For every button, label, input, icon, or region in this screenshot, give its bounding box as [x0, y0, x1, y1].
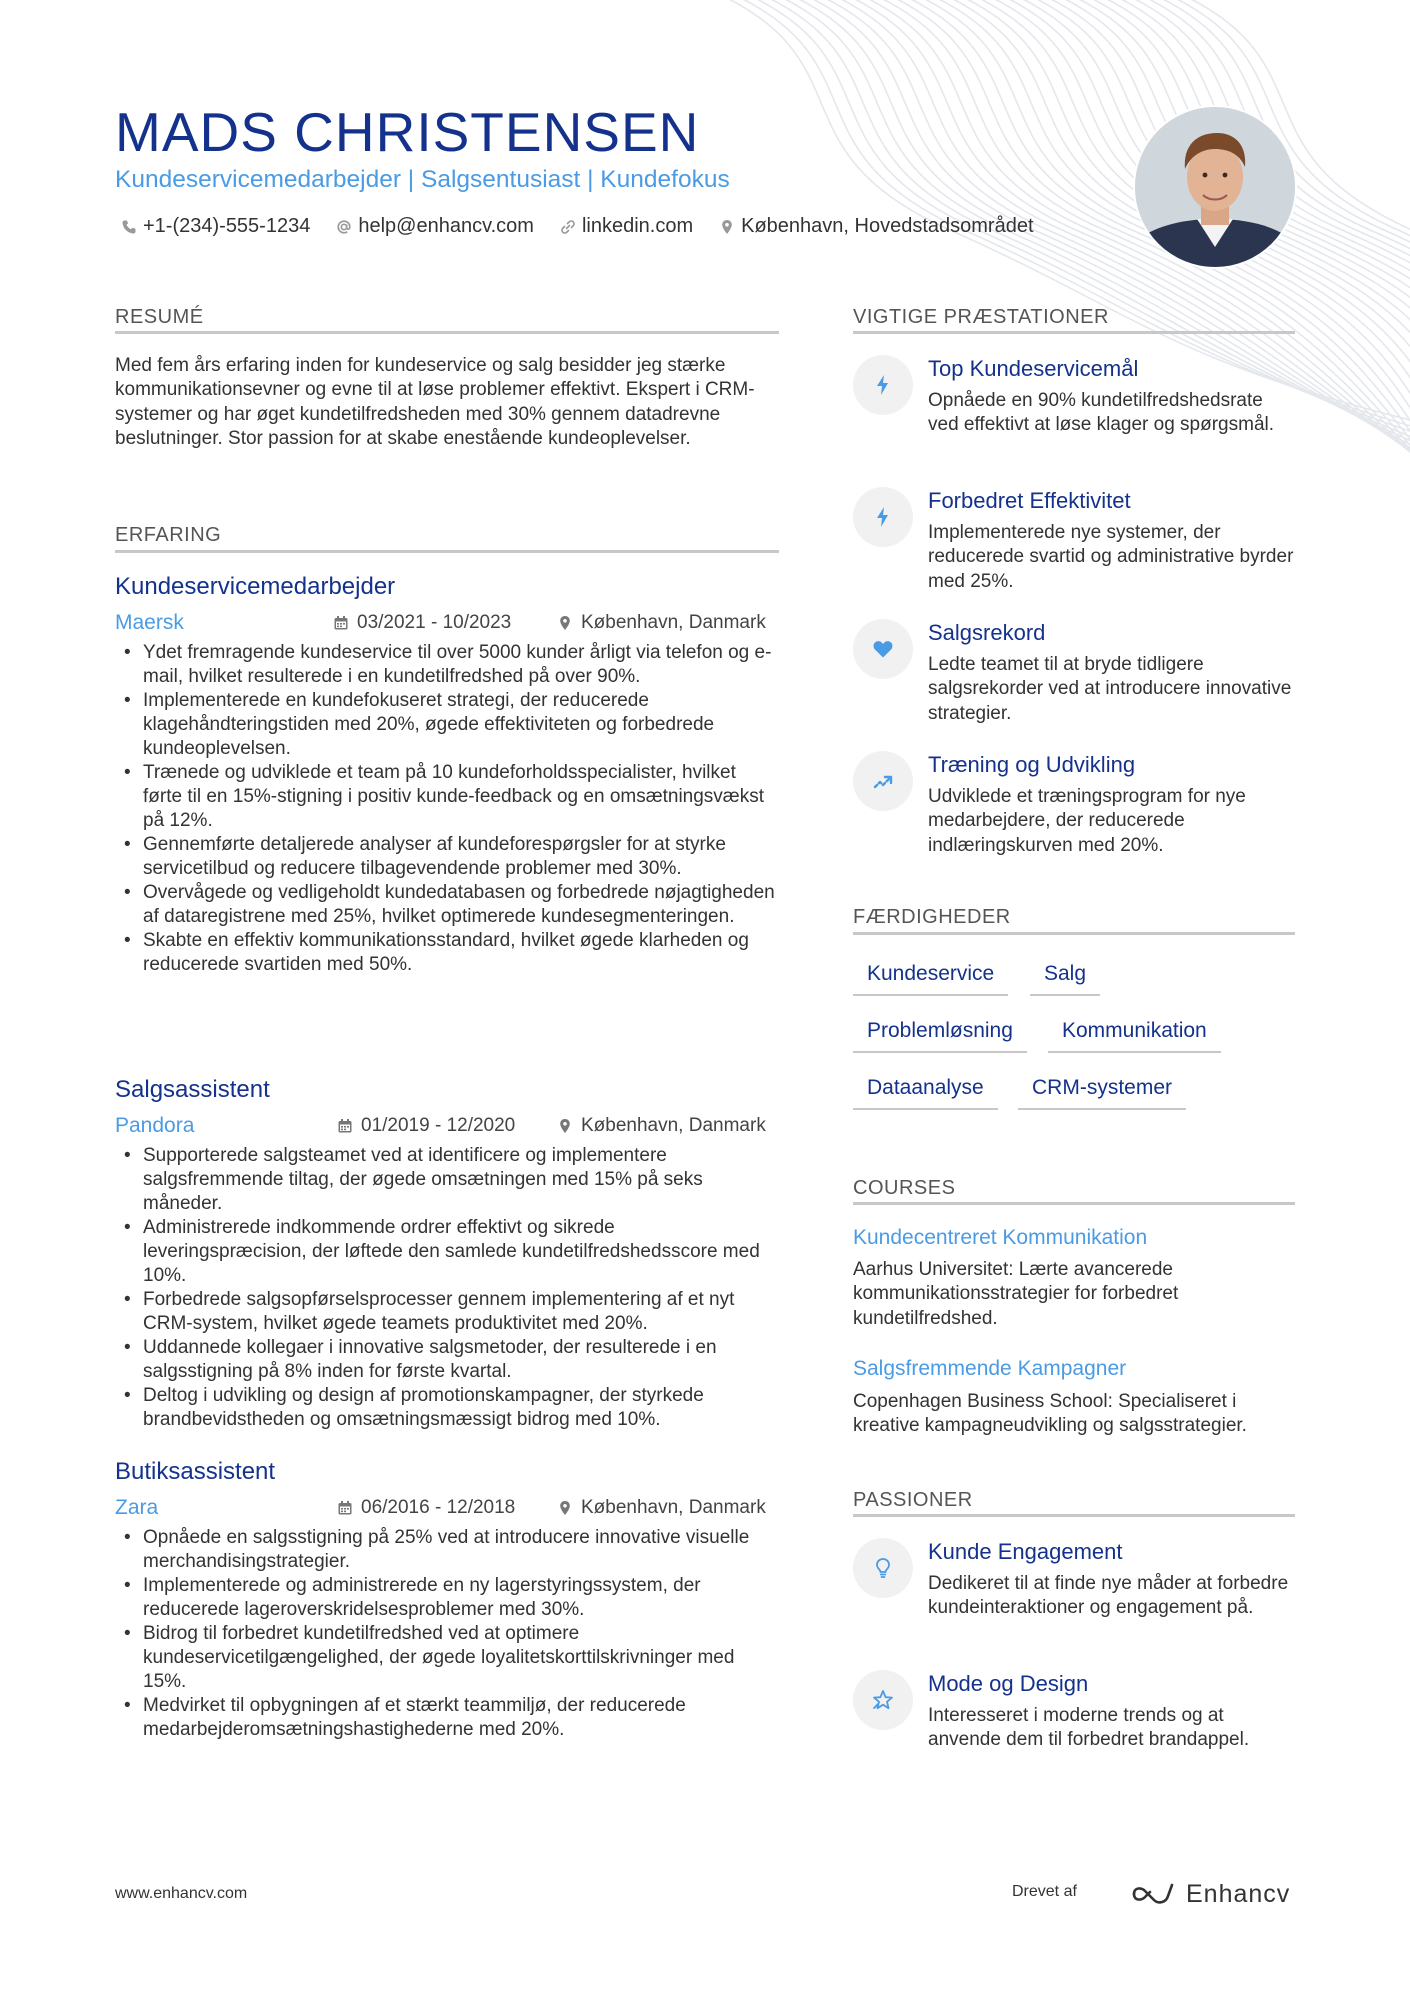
profile-photo: [1133, 105, 1297, 269]
candidate-name: MADS CHRISTENSEN: [115, 101, 700, 163]
list-item: • Deltog i udvikling og design af promotionskampagner, der styrkede brandbevidstheden og omsætningsmæssigt bidrog med 10%.: [115, 1384, 779, 1432]
list-item: • Overvågede og vedligeholdt kundedatabasen og forbedrede nøjagtigheden af dataregistrene med 25%, hvilket optimerede kundesegmenteringen.: [115, 881, 779, 929]
footer-url[interactable]: www.enhancv.com: [115, 1885, 248, 1902]
passion-title-2: Mode og Design: [928, 1671, 1089, 1696]
achievement-desc-1: Opnåede en 90% kundetilfredshedsrate ved effektivt at løse klager og spørgsmål.: [928, 390, 1275, 436]
candidate-tagline: Kundeservicemedarbejder | Salgsentusiast | Kundefokus: [115, 166, 730, 193]
growth-arrow-icon: [871, 769, 895, 793]
lightbulb-icon: [871, 1556, 895, 1580]
location-pin-icon: [557, 615, 573, 631]
achievement-icon-1: [853, 355, 913, 415]
job-title-2: Salgsassistent: [115, 1076, 270, 1103]
passions-section-title: PASSIONER: [853, 1489, 973, 1511]
contact-email[interactable]: [336, 215, 534, 238]
job-location-2: [557, 1115, 766, 1137]
passion-icon-1: [853, 1538, 913, 1598]
achievement-desc-2: Implementerede nye systemer, der reducerede svartid og administrative byrder med 25%.: [928, 522, 1294, 592]
achievement-desc-4: Udviklede et træningsprogram for nye medarbejdere, der reducerede indlæringskurven med 20%.: [928, 786, 1246, 856]
wave-line: [920, 0, 1410, 525]
passion-desc-2: Interesseret i moderne trends og at anvende dem til forbedret brandappel.: [928, 1705, 1250, 1751]
job-company-1: Maersk: [115, 611, 184, 634]
wave-line: [976, 0, 1410, 553]
job-location-1-text: København, Danmark: [581, 612, 766, 633]
contact-linkedin-text: linkedin.com: [581, 215, 694, 237]
job-dates-1-text: 03/2021 - 10/2023: [357, 612, 512, 633]
skill-tag-6: CRM-systemer: [1018, 1076, 1186, 1110]
lightning-bolt-icon: [871, 373, 895, 397]
star-icon: [871, 1688, 895, 1712]
contact-phone[interactable]: [121, 215, 310, 238]
job-bullets-1: [115, 641, 779, 977]
achievement-desc-3: Ledte teamet til at bryde tidligere salgsrekorder ved at introducere innovative strategier.: [928, 654, 1292, 724]
achievements-section-rule: [853, 331, 1295, 334]
profile-photo-illustration: [1135, 107, 1295, 267]
contact-location-text: København, Hovedstadsområdet: [741, 215, 1034, 237]
job-dates-3: [337, 1497, 515, 1519]
enhancv-logo-icon: [1130, 1881, 1178, 1907]
list-item: • Bidrog til forbedret kundetilfredshed ved at optimere kundeservicetilgængelighed, der øgede loyalitetskorttilskrivninger med 15%.: [115, 1622, 779, 1694]
list-item: • Implementerede og administrerede en ny lagerstyringssystem, der reducerede lageroverskridelsesproblemer med 30%.: [115, 1574, 779, 1622]
contact-linkedin[interactable]: [560, 215, 693, 238]
achievement-title-1: Top Kundeservicemål: [928, 356, 1139, 381]
list-item: • Uddannede kollegaer i innovative salgsmetoder, der resulterede i en salgsstigning på 8% inden for første kvartal.: [115, 1336, 779, 1384]
list-item: • Supporterede salgsteamet ved at identificere og implementere salgsfremmende tiltag, der øgede omsætningen med 15% på seks måneder.: [115, 1144, 779, 1216]
wave-line: [934, 0, 1410, 532]
course-desc-1: Aarhus Universitet: Lærte avancerede kommunikationsstrategier for forbedret kundetilfredshed.: [853, 1259, 1179, 1329]
job-title-3: Butiksassistent: [115, 1458, 276, 1485]
job-dates-2: [337, 1115, 515, 1137]
phone-icon: [121, 219, 137, 235]
job-bullets-3: [115, 1526, 779, 1742]
skill-tag-5: Dataanalyse: [853, 1076, 998, 1110]
contact-phone-text: +1-(234)-555-1234: [143, 215, 311, 237]
course-desc-2: Copenhagen Business School: Specialiseret i kreative kampagneudvikling og salgsstrategier.: [853, 1391, 1247, 1437]
list-item: • Skabte en effektiv kommunikationsstandard, hvilket øgede klarheden og reducerede svartiden med 50%.: [115, 929, 779, 977]
job-location-3-text: København, Danmark: [581, 1497, 766, 1518]
location-pin-icon: [557, 1500, 573, 1516]
contact-row: [121, 215, 1060, 238]
job-location-3: [557, 1497, 766, 1519]
job-dates-2-text: 01/2019 - 12/2020: [361, 1115, 516, 1136]
experience-section-rule: [115, 550, 779, 553]
resume-section-rule: [115, 331, 779, 334]
contact-email-text: help@enhancv.com: [358, 215, 534, 237]
list-item: • Trænede og udviklede et team på 10 kundeforholdsspecialister, hvilket førte til en 15%-stigning i positiv kunde-feedback og en omsætningsvækst på 12%.: [115, 761, 779, 833]
job-company-3: Zara: [115, 1496, 159, 1519]
location-pin-icon: [557, 1118, 573, 1134]
job-dates-1: [333, 612, 511, 634]
job-location-2-text: København, Danmark: [581, 1115, 766, 1136]
resume-summary: Med fem års erfaring inden for kundeservice og salg besidder jeg stærke kommunikationsevner og evne til at løse problemer effektivt. Ekspert i CRM-systemer og har øget kundetilfredsheden med 30% gennem datadrevne beslutninger. Stor passion for at skabe enestående kundeoplevelser.: [115, 355, 755, 449]
course-title-2: Salgsfremmende Kampagner: [853, 1357, 1127, 1380]
passion-desc-1: Dedikeret til at finde nye måder at forbedre kundeinteraktioner og engagement på.: [928, 1573, 1289, 1619]
contact-location: [719, 215, 1033, 238]
skill-tag-2: Salg: [1030, 962, 1100, 996]
enhancv-logo[interactable]: [1130, 1874, 1290, 1914]
wave-line: [948, 0, 1410, 539]
wave-line: [962, 0, 1410, 546]
calendar-icon: [333, 615, 349, 631]
skill-tag-3: Problemløsning: [853, 1019, 1027, 1053]
passion-icon-2: [853, 1670, 913, 1730]
location-pin-icon: [719, 219, 735, 235]
achievement-title-4: Træning og Udvikling: [928, 752, 1136, 777]
skill-tag-4: Kommunikation: [1048, 1019, 1221, 1053]
link-icon: [560, 219, 576, 235]
heart-icon: [871, 637, 895, 661]
job-company-2: Pandora: [115, 1114, 195, 1137]
calendar-icon: [337, 1500, 353, 1516]
achievements-section-title: VIGTIGE PRÆSTATIONER: [853, 306, 1109, 328]
list-item: • Implementerede en kundefokuseret strategi, der reducerede klagehåndteringstiden med 20%, øgede effektiviteten og forbedrede kundeoplevelsen.: [115, 689, 779, 761]
lightning-bolt-icon: [871, 505, 895, 529]
list-item: • Administrerede indkommende ordrer effektivt og sikrede leveringspræcision, der løftede den samlede kundetilfredshedsscore med 10%.: [115, 1216, 779, 1288]
list-item: • Gennemførte detaljerede analyser af kundeforespørgsler for at styrke servicetilbud og reducere tilbagevendende problemer med 30%.: [115, 833, 779, 881]
list-item: • Ydet fremragende kundeservice til over 5000 kunder årligt via telefon og e-mail, hvilket resulterede i en kundetilfredshed på over 90%.: [115, 641, 779, 689]
job-title-1: Kundeservicemedarbejder: [115, 573, 396, 600]
course-title-1: Kundecentreret Kommunikation: [853, 1226, 1148, 1249]
achievement-icon-3: [853, 619, 913, 679]
achievement-title-3: Salgsrekord: [928, 620, 1046, 645]
enhancv-logo-text: Enhancv: [1186, 1879, 1291, 1908]
skills-section-title: FÆRDIGHEDER: [853, 906, 1011, 928]
passion-title-1: Kunde Engagement: [928, 1539, 1123, 1564]
wave-line: [1088, 0, 1410, 609]
job-dates-3-text: 06/2016 - 12/2018: [361, 1497, 516, 1518]
skills-section-rule: [853, 932, 1295, 935]
list-item: • Opnåede en salgsstigning på 25% ved at introducere innovative visuelle merchandisingstrategier.: [115, 1526, 779, 1574]
achievement-icon-4: [853, 751, 913, 811]
courses-section-rule: [853, 1202, 1295, 1205]
courses-section-title: COURSES: [853, 1177, 956, 1199]
list-item: • Medvirket til opbygningen af et stærkt teammiljø, der reducerede medarbejderomsætningshastighederne med 20%.: [115, 1694, 779, 1742]
footer-powered-by: Drevet af: [1012, 1883, 1077, 1900]
skill-tag-1: Kundeservice: [853, 962, 1008, 996]
job-bullets-2: [115, 1144, 779, 1432]
achievement-icon-2: [853, 487, 913, 547]
resume-section-title: RESUMÉ: [115, 306, 204, 328]
list-item: • Forbedrede salgsopførselsprocesser gennem implementering af et nyt CRM-system, hvilket øgede teamets produktivitet med 20%.: [115, 1288, 779, 1336]
calendar-icon: [337, 1118, 353, 1134]
passions-section-rule: [853, 1514, 1295, 1517]
achievement-title-2: Forbedret Effektivitet: [928, 488, 1131, 513]
job-location-1: [557, 612, 766, 634]
experience-section-title: ERFARING: [115, 524, 222, 546]
at-icon: [336, 219, 352, 235]
